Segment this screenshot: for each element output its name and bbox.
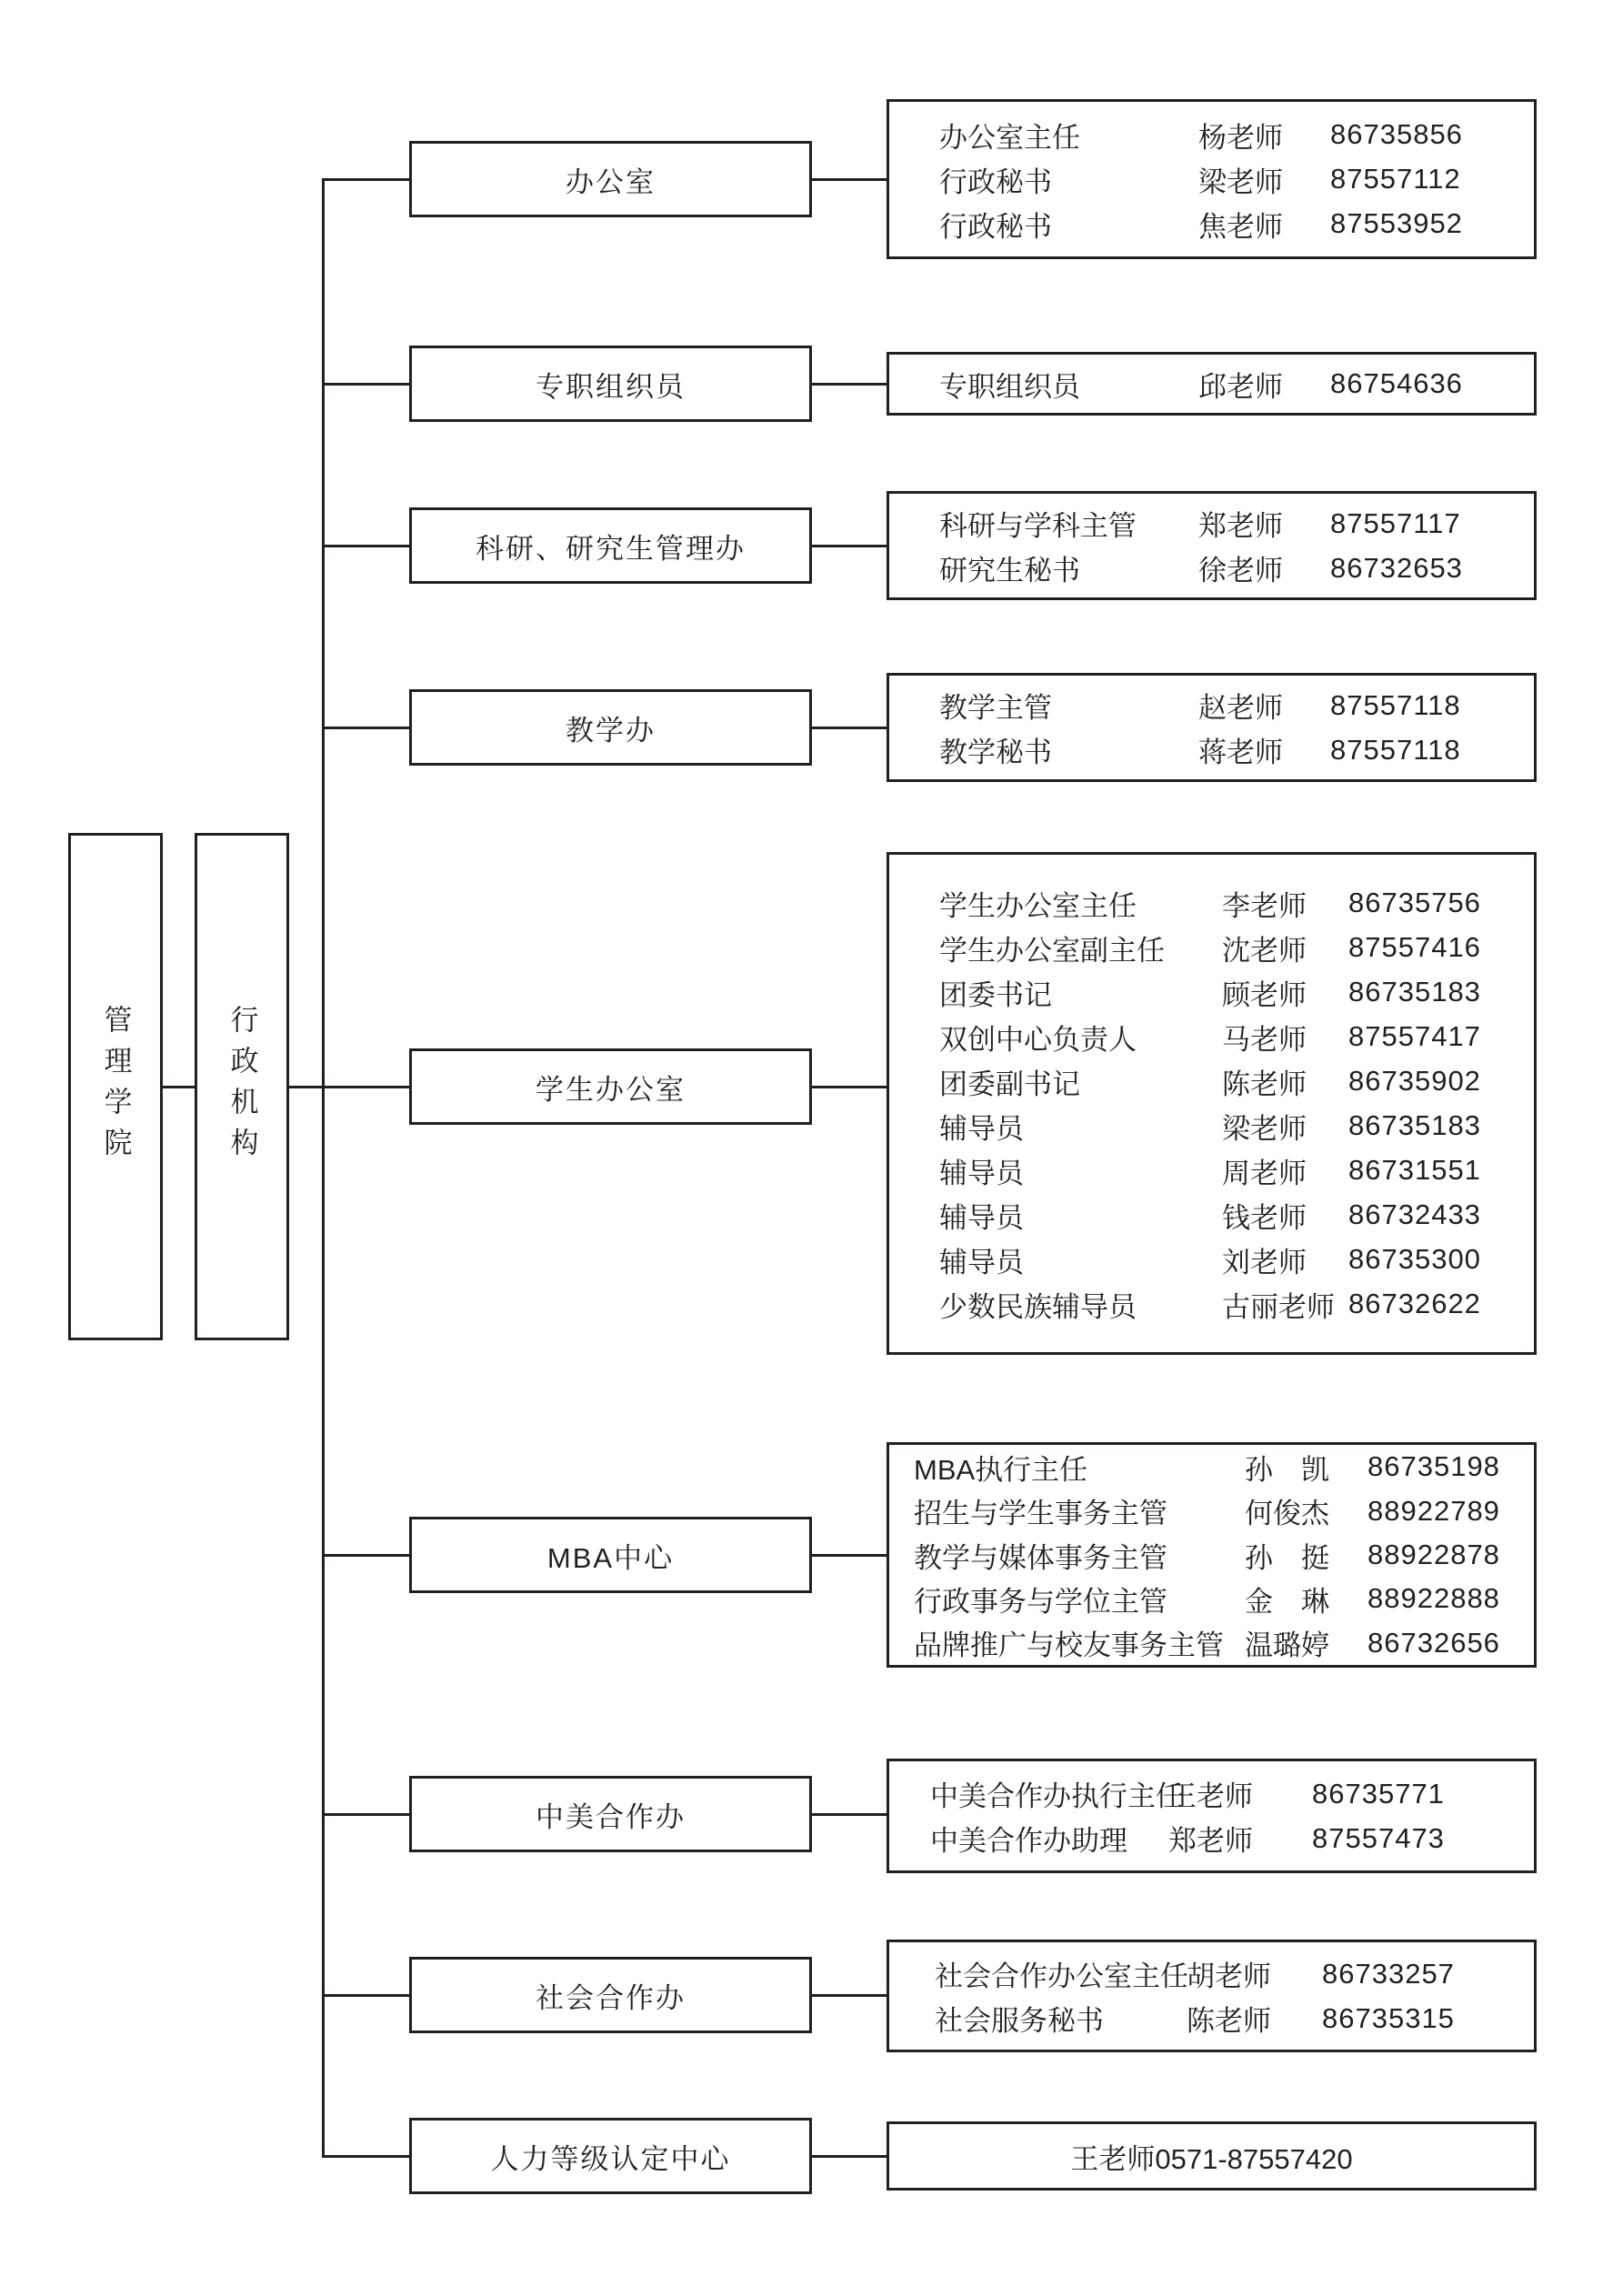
branch-box-student-office: [409, 1048, 812, 1125]
staff-position: 社会服务秘书: [935, 2005, 1104, 2037]
staff-phone: 86735856: [1330, 118, 1463, 150]
staff-name: 邱老师: [1198, 370, 1283, 403]
staff-phone: 86732622: [1348, 1288, 1481, 1319]
staff-row: [889, 727, 1534, 772]
branch-label: 专职组织员: [536, 370, 686, 403]
staff-phone: 86733257: [1322, 1957, 1455, 1990]
staff-row: [889, 113, 1534, 157]
hr-center-contact-box: [887, 2121, 1537, 2191]
staff-name: 李老师: [1222, 889, 1307, 922]
connector-line: [322, 178, 409, 181]
staff-row: [889, 1238, 1534, 1282]
staff-name: 蒋老师: [1198, 737, 1283, 768]
staff-phone: 87557117: [1330, 506, 1461, 539]
staff-name: 孙 凯: [1245, 1453, 1329, 1486]
branch-box-research-grad: [409, 507, 812, 584]
staff-position: 行政秘书: [939, 210, 1052, 243]
mba-center-staff-box: [887, 1442, 1537, 1668]
staff-position: 学生办公室主任: [939, 889, 1137, 922]
staff-phone: 88922878: [1368, 1539, 1500, 1570]
staff-name: 马老师: [1222, 1023, 1307, 1056]
staff-name: 孙 挺: [1245, 1541, 1329, 1574]
staff-row: [889, 1951, 1534, 1996]
connector-line: [810, 2155, 888, 2158]
staff-name: 钱老师: [1222, 1201, 1307, 1234]
staff-position: 辅导员: [939, 1112, 1024, 1145]
staff-name: 顾老师: [1222, 978, 1307, 1011]
staff-name: 杨老师: [1198, 121, 1283, 154]
staff-phone: 87557416: [1348, 931, 1481, 963]
staff-name: 金 琳: [1245, 1585, 1329, 1618]
staff-phone: 87557112: [1330, 163, 1461, 195]
staff-position: 行政秘书: [939, 165, 1052, 198]
connector-line: [810, 383, 888, 386]
branch-box-hr-center: [409, 2118, 812, 2194]
branch-box-teaching: [409, 689, 812, 766]
hr-center-contact: 王老师0571-87557420: [1070, 2142, 1353, 2175]
connector-line: [322, 1994, 409, 1997]
staff-row: [889, 1193, 1534, 1238]
staff-position: 行政事务与学位主管: [914, 1585, 1167, 1618]
branch-label: 学生办公室: [536, 1073, 686, 1106]
staff-position: 中美合作办执行主任: [930, 1780, 1184, 1812]
branch-label: MBA中心: [546, 1541, 675, 1574]
connector-line: [810, 1554, 888, 1557]
staff-phone: 86735198: [1368, 1450, 1500, 1483]
staff-phone: 87557118: [1330, 733, 1461, 766]
staff-row: [889, 501, 1534, 546]
branch-box-sino-us: [409, 1776, 812, 1852]
connector-line: [163, 1086, 195, 1088]
staff-position: 专职组织员: [939, 370, 1080, 403]
staff-position: 教学主管: [939, 692, 1052, 724]
staff-name: 梁老师: [1222, 1112, 1307, 1145]
branch-label: 办公室: [566, 165, 656, 198]
staff-phone: 86731551: [1348, 1154, 1481, 1186]
connector-line: [322, 727, 409, 729]
staff-phone: 87553952: [1330, 207, 1463, 239]
staff-position: 科研与学科主管: [939, 510, 1137, 542]
staff-row: [889, 1489, 1534, 1532]
connector-line: [810, 1813, 888, 1816]
staff-position: 研究生秘书: [939, 555, 1080, 587]
staff-row: [889, 1148, 1534, 1193]
staff-row: [889, 1282, 1534, 1327]
staff-position: 品牌推广与校友事务主管: [914, 1629, 1224, 1662]
branch-label: 中美合作办: [536, 1800, 686, 1833]
staff-phone: 86735315: [1322, 2001, 1455, 2034]
connector-line: [322, 2155, 409, 2158]
staff-phone: 86754636: [1330, 367, 1463, 399]
staff-phone: 87557417: [1348, 1020, 1481, 1052]
staff-row: [889, 202, 1534, 246]
branch-box-office: [409, 141, 812, 217]
staff-phone: 88922789: [1368, 1494, 1500, 1527]
staff-phone: 86735902: [1348, 1065, 1481, 1097]
branch-label: 社会合作办: [536, 1981, 686, 2014]
staff-position: 教学与媒体事务主管: [914, 1541, 1167, 1574]
staff-position: 办公室主任: [939, 121, 1080, 154]
connector-line: [810, 178, 888, 181]
staff-phone: 88922888: [1368, 1582, 1500, 1615]
staff-row: [889, 1104, 1534, 1148]
admin-org-label: 行政机构: [225, 1005, 258, 1168]
staff-row: [889, 1015, 1534, 1059]
staff-phone: 87557473: [1312, 1821, 1445, 1854]
staff-position: 中美合作办助理: [930, 1825, 1127, 1857]
branch-box-organizer: [409, 346, 812, 422]
office-staff-box: [887, 99, 1537, 259]
connector-line: [810, 1994, 888, 1997]
staff-position: 辅导员: [939, 1157, 1024, 1189]
staff-name: 温璐婷: [1245, 1629, 1329, 1662]
connector-line: [810, 727, 888, 729]
branch-box-social-coop: [409, 1957, 812, 2033]
staff-row: [889, 1621, 1534, 1665]
student-office-staff-box: [887, 852, 1537, 1355]
staff-phone: 86735183: [1348, 1109, 1481, 1141]
root-box-label: 管理学院: [99, 1005, 132, 1168]
staff-name: 王老师: [1168, 1780, 1253, 1812]
staff-name: 郑老师: [1168, 1825, 1253, 1857]
root-box-management-college: [68, 833, 163, 1340]
admin-org-box: [195, 833, 289, 1340]
organizer-staff-box: [887, 352, 1537, 416]
staff-position: 招生与学生事务主管: [914, 1498, 1167, 1530]
staff-name: 周老师: [1222, 1157, 1307, 1189]
staff-position: MBA执行主任: [914, 1453, 1088, 1486]
staff-name: 焦老师: [1198, 210, 1283, 243]
staff-name: 古丽老师: [1222, 1290, 1335, 1323]
staff-name: 梁老师: [1198, 165, 1283, 198]
branch-label: 人力等级认定中心: [490, 2142, 731, 2175]
connector-line: [322, 383, 409, 386]
staff-name: 陈老师: [1222, 1068, 1307, 1100]
social-coop-staff-box: [887, 1940, 1537, 2052]
staff-row: [889, 1059, 1534, 1104]
staff-position: 学生办公室副主任: [939, 934, 1165, 967]
staff-row: [889, 546, 1534, 590]
staff-name: 刘老师: [1222, 1246, 1307, 1278]
staff-phone: 86735771: [1312, 1777, 1445, 1810]
connector-line: [322, 1554, 409, 1557]
staff-row: [889, 1533, 1534, 1577]
staff-row: [889, 683, 1534, 727]
staff-row: [889, 157, 1534, 202]
staff-row: [889, 1577, 1534, 1620]
connector-line: [810, 545, 888, 547]
staff-name: 胡老师: [1187, 1960, 1271, 1992]
staff-phone: 86735300: [1348, 1243, 1481, 1275]
staff-name: 徐老师: [1198, 555, 1283, 587]
staff-phone: 87557118: [1330, 688, 1461, 721]
staff-position: 辅导员: [939, 1201, 1024, 1234]
staff-position: 少数民族辅导员: [939, 1290, 1137, 1323]
staff-row: [889, 362, 1534, 406]
staff-name: 赵老师: [1198, 692, 1283, 724]
staff-position: 辅导员: [939, 1246, 1024, 1278]
branch-box-mba-center: [409, 1517, 812, 1593]
connector-line: [322, 1813, 409, 1816]
staff-phone: 86732653: [1330, 551, 1463, 584]
research-grad-staff-box: [887, 491, 1537, 600]
staff-row: [889, 881, 1534, 926]
staff-phone: 86735756: [1348, 887, 1481, 918]
staff-name: 陈老师: [1187, 2005, 1271, 2037]
connector-line: [322, 545, 409, 547]
staff-position: 团委副书记: [939, 1068, 1080, 1100]
staff-row: [889, 1996, 1534, 2040]
staff-position: 团委书记: [939, 978, 1052, 1011]
branch-label: 科研、研究生管理办: [476, 532, 746, 565]
teaching-staff-box: [887, 673, 1537, 782]
staff-name: 沈老师: [1222, 934, 1307, 967]
staff-position: 社会合作办公室主任: [935, 1960, 1188, 1992]
branch-label: 教学办: [566, 714, 656, 747]
connector-trunk-line: [322, 178, 325, 2157]
connector-line: [287, 1086, 409, 1088]
staff-name: 郑老师: [1198, 510, 1283, 542]
staff-name: 何俊杰: [1245, 1498, 1329, 1530]
sino-us-staff-box: [887, 1759, 1537, 1873]
staff-position: 教学秘书: [939, 737, 1052, 768]
staff-phone: 86732433: [1348, 1198, 1481, 1230]
staff-row: [889, 926, 1534, 970]
connector-line: [810, 1086, 888, 1088]
staff-row: [889, 1445, 1534, 1489]
staff-row: [889, 970, 1534, 1015]
staff-row: [889, 1816, 1534, 1860]
staff-row: [889, 1771, 1534, 1816]
staff-phone: 86732656: [1368, 1626, 1500, 1659]
staff-phone: 86735183: [1348, 976, 1481, 1008]
staff-position: 双创中心负责人: [939, 1023, 1137, 1056]
